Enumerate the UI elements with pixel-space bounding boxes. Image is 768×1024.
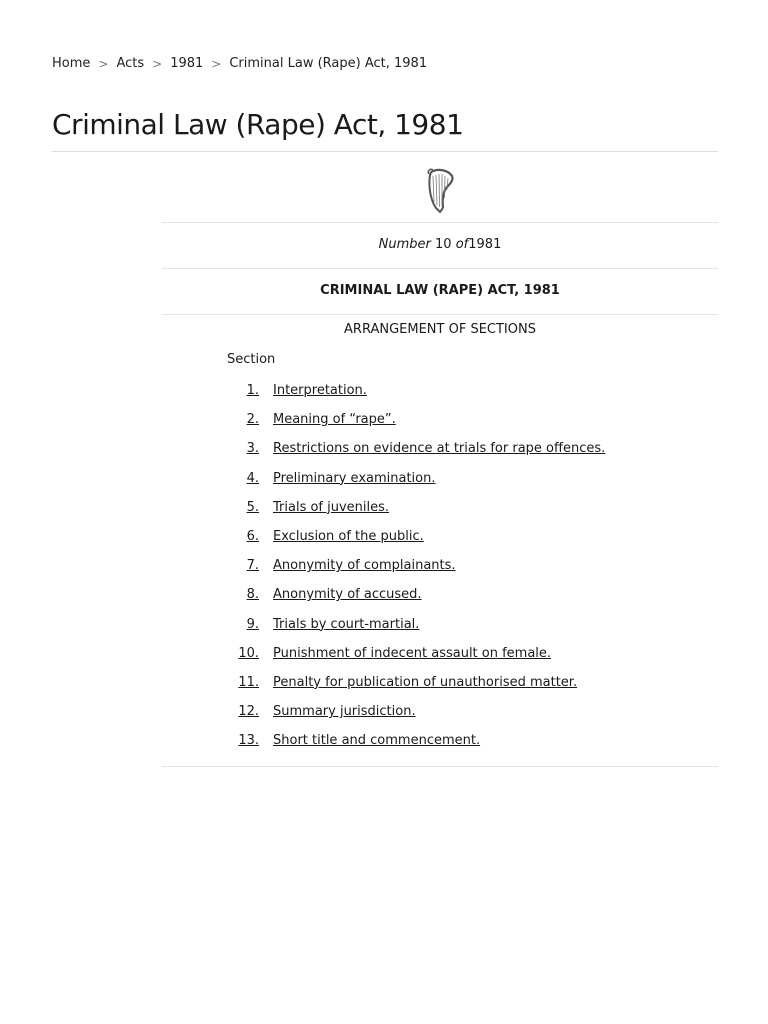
section-title-link[interactable]: Restrictions on evidence at trials for rape offences. [273,441,606,457]
section-item [226,617,706,646]
number-label: Number [378,237,431,252]
section-number-link[interactable]: 13. [238,733,259,749]
section-item [226,704,706,733]
section-item [226,733,706,762]
section-title-link[interactable]: Short title and commencement. [273,733,481,749]
section-number-link[interactable]: 6. [246,528,259,544]
section-title-link[interactable]: Anonymity of complainants. [273,558,456,574]
section-number-link[interactable]: 11. [238,674,259,690]
breadcrumb-home[interactable]: Home [52,56,91,71]
section-title-link[interactable]: Exclusion of the public. [273,528,424,544]
number-value: 10 [435,237,452,252]
breadcrumb-separator: > [98,56,109,71]
section-title-link[interactable]: Penalty for publication of unauthorised matter. [273,674,578,690]
section-title-link[interactable]: Summary jurisdiction. [273,704,416,720]
section-number-link[interactable]: 4. [246,470,259,486]
section-title-link[interactable]: Meaning of “rape”. [273,412,396,428]
harp-icon [424,166,456,214]
page-title: Criminal Law (Rape) Act, 1981 [52,108,464,141]
divider [162,766,718,767]
act-number [162,237,718,252]
section-label: Section [227,352,276,367]
of-label: of [455,237,469,252]
breadcrumb-separator: > [152,56,163,71]
section-title-link[interactable]: Trials by court-martial. [273,616,420,632]
divider [162,222,718,223]
breadcrumb [52,56,427,71]
section-item [226,500,706,529]
sections-list [226,383,706,762]
section-number-link[interactable]: 5. [246,499,259,515]
section-number-link[interactable]: 1. [246,383,259,398]
section-item [226,646,706,675]
section-item [226,383,706,412]
section-number-link[interactable]: 8. [246,587,259,603]
section-title-link[interactable]: Anonymity of accused. [273,587,422,603]
section-number-link[interactable]: 7. [246,558,259,574]
section-number-link[interactable]: 10. [238,645,259,661]
divider [162,268,718,269]
section-item [226,675,706,704]
section-title-link[interactable]: Punishment of indecent assault on female. [273,645,552,661]
section-title-link[interactable]: Interpretation. [273,383,367,398]
section-item [226,471,706,500]
section-title-link[interactable]: Preliminary examination. [273,470,436,486]
section-item [226,558,706,587]
section-number-link[interactable]: 9. [246,616,259,632]
title-divider [52,151,718,152]
number-year: 1981 [468,237,502,252]
section-title-link[interactable]: Trials of juveniles. [273,499,390,515]
act-heading: CRIMINAL LAW (RAPE) ACT, 1981 [320,283,560,298]
breadcrumb-year[interactable]: 1981 [170,56,204,71]
section-item [226,412,706,441]
breadcrumb-acts[interactable]: Acts [116,56,145,71]
section-number-link[interactable]: 12. [238,704,259,720]
breadcrumb-separator: > [211,56,222,71]
section-item [226,441,706,470]
arrangement-heading: ARRANGEMENT OF SECTIONS [344,322,536,337]
section-number-link[interactable]: 3. [246,441,259,457]
section-item [226,587,706,616]
breadcrumb-current: Criminal Law (Rape) Act, 1981 [229,56,428,71]
divider [162,314,718,315]
section-number-link[interactable]: 2. [246,412,259,428]
section-item [226,529,706,558]
